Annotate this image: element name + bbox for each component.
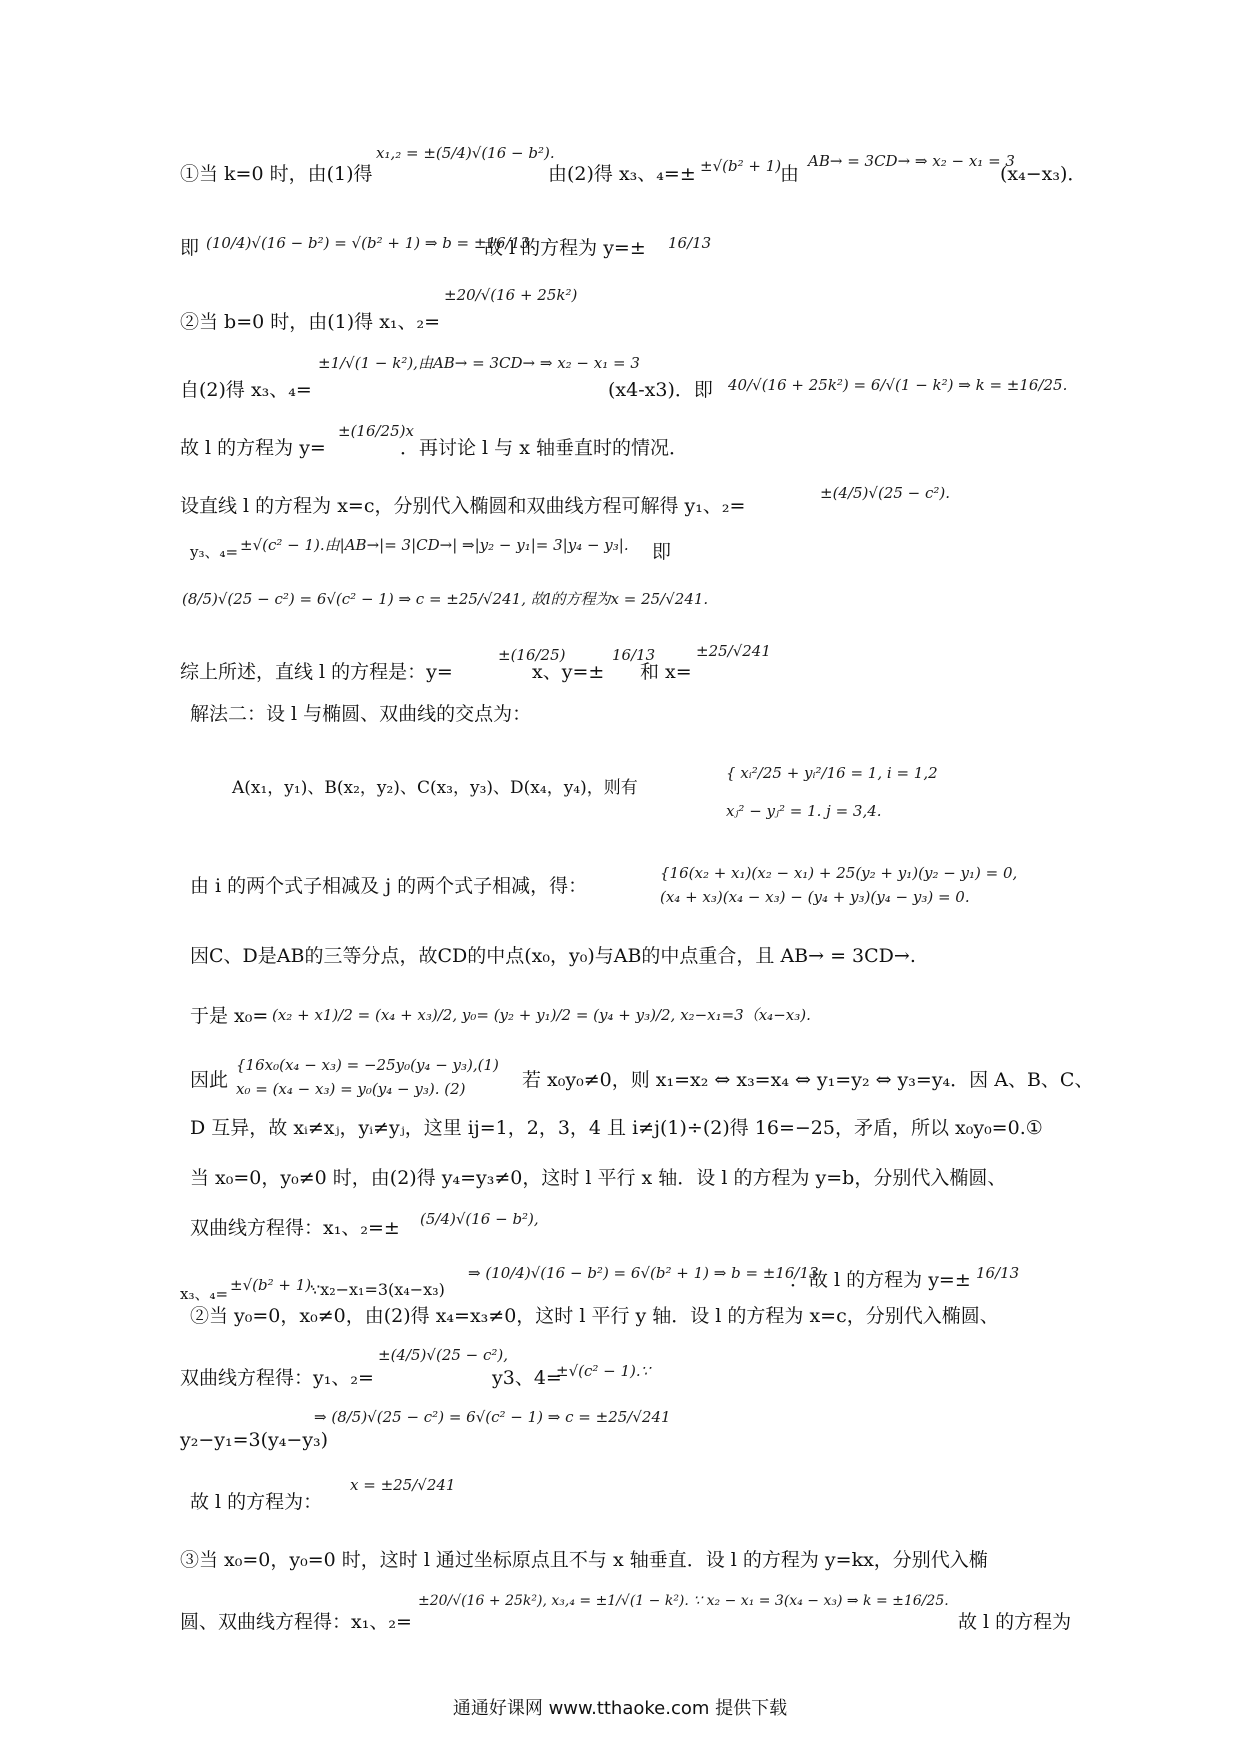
formula: {16x₀(x₄ − x₃) = −25y₀(y₄ − y₃),(1)	[236, 1056, 499, 1074]
text-line: ②当 y₀=0，x₀≠0，由(2)得 x₄=x₃≠0，这时 l 平行 y 轴．设 l 的方程为 x=c，分别代入椭圆、	[190, 1305, 999, 1327]
text-line: 若 x₀y₀≠0，则 x₁=x₂ ⇔ x₃=x₄ ⇔ y₁=y₂ ⇔ y₃=y₄．因 A、B、C、	[522, 1069, 1094, 1091]
text-line: 综上所述，直线 l 的方程是：y=	[180, 661, 453, 683]
formula: ±25/√241	[696, 642, 771, 660]
formula: 16/13	[976, 1264, 1020, 1282]
text-line: ①当 k=0 时，由(1)得	[180, 163, 373, 185]
text-line: 因此	[190, 1069, 229, 1091]
text-line: 因C、D是AB的三等分点，故CD的中点(x₀，y₀)与AB的中点重合，且 AB→ = 3CD→.	[190, 945, 916, 967]
formula: 16/13	[612, 646, 656, 664]
text-line: 即	[180, 237, 200, 259]
text-line: 自(2)得 x₃、₄=	[180, 379, 312, 401]
text-line: ．故 l 的方程为 y=±	[790, 1269, 971, 1291]
formula: (5/4)√(16 − b²),	[420, 1210, 539, 1228]
text-line: y3、4=	[492, 1367, 562, 1389]
text-line: 双曲线方程得：x₁、₂=±	[190, 1217, 400, 1239]
text-line: y₂−y₁=3(y₄−y₃)	[180, 1429, 329, 1451]
formula: (8/5)√(25 − c²) = 6√(c² − 1) ⇒ c = ±25/√241, 故l的方程为x = 25/√241.	[182, 590, 709, 608]
text-line: ③当 x₀=0，y₀=0 时，这时 l 通过坐标原点且不与 x 轴垂直．设 l 的方程为 y=kx，分别代入椭	[180, 1549, 988, 1571]
text-line: ．再讨论 l 与 x 轴垂直时的情况．	[400, 437, 688, 459]
formula: ±(16/25)	[498, 646, 566, 664]
text-line: ②当 b=0 时，由(1)得 x₁、₂=	[180, 311, 441, 333]
text-line: 当 x₀=0，y₀≠0 时，由(2)得 y₄=y₃≠0，这时 l 平行 x 轴．设 l 的方程为 y=b，分别代入椭圆、	[190, 1167, 1007, 1189]
text-line: 由	[780, 163, 800, 185]
formula: x₁,₂ = ±(5/4)√(16 − b²).	[376, 144, 555, 162]
formula: 16/13	[668, 234, 712, 252]
formula: ±20/√(16 + 25k²)	[444, 286, 578, 304]
formula: ±20/√(16 + 25k²), x₃,₄ = ±1/√(1 − k²). ∵ x₂ − x₁ = 3(x₄ − x₃) ⇒ k = ±16/25.	[418, 1593, 949, 1609]
formula: { xᵢ²/25 + yᵢ²/16 = 1, i = 1,2	[726, 764, 938, 782]
formula: ±√(c² − 1).由|AB→|= 3|CD→| ⇒|y₂ − y₁|= 3|y₄ − y₃|.	[240, 536, 629, 554]
text-line: 双曲线方程得：y₁、₂=	[180, 1367, 374, 1389]
formula: AB→ = 3CD→ ⇒ x₂ − x₁ = 3	[808, 152, 1015, 170]
formula: ±√(b² + 1)	[700, 157, 782, 175]
formula: 40/√(16 + 25k²) = 6/√(1 − k²) ⇒ k = ±16/25.	[728, 376, 1068, 394]
formula: ±(4/5)√(25 − c²).	[820, 484, 951, 502]
text-line: 故 l 的方程为	[958, 1611, 1072, 1633]
formula: ⇒ (10/4)√(16 − b²) = 6√(b² + 1) ⇒ b = ±16/13	[468, 1264, 819, 1282]
text-line: x₃、₄=	[180, 1285, 229, 1303]
formula: ±1/√(1 − k²),由AB→ = 3CD→ ⇒ x₂ − x₁ = 3	[318, 354, 640, 372]
formula: (x₄ + x₃)(x₄ − x₃) − (y₄ + y₃)(y₄ − y₃) = 0.	[660, 888, 970, 906]
page-footer: 通通好课网 www.tthaoke.com 提供下载	[452, 1698, 788, 1719]
text-line: 于是 x₀=	[190, 1005, 269, 1027]
text-line: 设直线 l 的方程为 x=c，分别代入椭圆和双曲线方程可解得 y₁、₂=	[180, 495, 746, 517]
text-line: x、y=±	[532, 661, 605, 683]
formula: ⇒ (8/5)√(25 − c²) = 6√(c² − 1) ⇒ c = ±25/√241	[314, 1408, 671, 1426]
formula: (x₂ + x1)/2 = (x₄ + x₃)/2, y₀= (y₂ + y₁)/2 = (y₄ + y₃)/2, x₂−x₁=3（x₄−x₃).	[272, 1006, 811, 1024]
text-line: 由 i 的两个式子相减及 j 的两个式子相减，得：	[190, 875, 588, 897]
text-line: y₃、₄=	[190, 543, 239, 561]
text-line: 解法二：设 l 与椭圆、双曲线的交点为：	[190, 703, 532, 725]
text-line: 故 l 的方程为 y=	[180, 437, 326, 459]
formula: x₀ = (x₄ − x₃) = y₀(y₄ − y₃). (2)	[236, 1080, 466, 1098]
text-line: 故 l 的方程为 y=±	[484, 237, 646, 259]
formula: ±(16/25)x	[338, 422, 414, 440]
text-line: ∵x₂−x₁=3(x₄−x₃)	[310, 1280, 445, 1299]
formula: x = ±25/√241	[350, 1476, 456, 1494]
formula: {16(x₂ + x₁)(x₂ − x₁) + 25(y₂ + y₁)(y₂ − y₁) = 0,	[660, 864, 1018, 882]
formula: ±√(c² − 1).∵	[556, 1362, 651, 1380]
text-line: (x₄−x₃)．	[1000, 163, 1087, 185]
text-line: A(x₁，y₁)、B(x₂，y₂)、C(x₃，y₃)、D(x₄，y₄)，则有	[232, 778, 638, 798]
formula: ±(4/5)√(25 − c²),	[378, 1346, 509, 1364]
formula: xⱼ² − yⱼ² = 1. j = 3,4.	[726, 802, 882, 820]
text-line: 故 l 的方程为：	[190, 1491, 323, 1513]
formula: ±√(b² + 1).	[230, 1276, 316, 1294]
text-line: 圆、双曲线方程得：x₁、₂=	[180, 1611, 412, 1633]
text-line: 即	[652, 541, 672, 563]
formula: (10/4)√(16 − b²) = √(b² + 1) ⇒ b = ±16/13.	[206, 234, 535, 252]
text-line: (x4-x3)．即	[608, 379, 713, 401]
text-line: 和 x=	[640, 661, 692, 683]
text-line: 由(2)得 x₃、₄=±	[548, 163, 696, 185]
text-line: D 互异，故 xᵢ≠xⱼ，yᵢ≠yⱼ，这里 ij=1，2，3，4 且 i≠j(1)÷(2)得 16=−25，矛盾，所以 x₀y₀=0.①	[190, 1117, 1043, 1139]
